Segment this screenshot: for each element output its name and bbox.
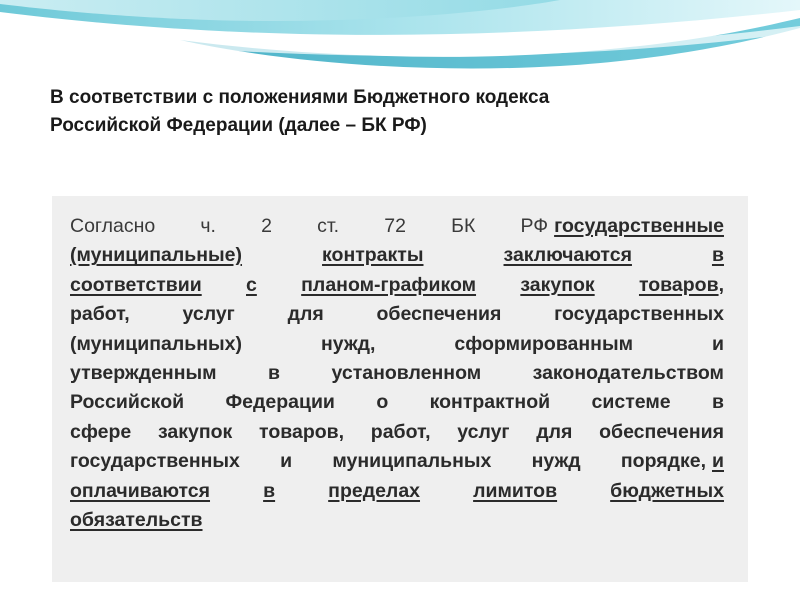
word: Российской: [70, 391, 185, 414]
word: контрактной: [429, 391, 551, 414]
heading-line-1: В соответствии с положениями Бюджетного кодекса: [50, 87, 550, 108]
word: с: [246, 273, 257, 296]
word: установленном: [331, 361, 482, 384]
word: государственных: [554, 303, 724, 326]
word: обеспечения: [599, 420, 724, 443]
paragraph-line-3: [70, 271, 724, 300]
word: в: [268, 361, 281, 384]
slide-heading: [50, 84, 750, 140]
word-emphasis: государственные: [554, 215, 724, 237]
word: бюджетных: [610, 479, 724, 502]
word: Согласно: [70, 215, 156, 237]
word: работ,: [370, 420, 431, 443]
word: планом-графиком: [301, 273, 477, 296]
punctuation: ,: [718, 273, 724, 296]
word: государственных: [70, 450, 240, 473]
word: для: [287, 303, 324, 326]
word: сфере: [70, 420, 132, 443]
paragraph-line-4: [70, 300, 724, 329]
word: системе: [591, 391, 671, 414]
word: лимитов: [473, 479, 558, 502]
word: порядке,: [620, 450, 706, 473]
word: услуг: [182, 303, 235, 326]
paragraph-line-6: [70, 359, 724, 388]
word: 72: [384, 215, 406, 237]
word: соответствии: [70, 273, 202, 296]
word: РФ: [520, 215, 549, 237]
word: Федерации: [225, 391, 335, 414]
word: в: [263, 479, 276, 502]
word: оплачиваются: [70, 479, 211, 502]
word: 2: [261, 215, 272, 237]
word: и: [280, 450, 293, 473]
heading-line-2: Российской Федерации (далее – БК РФ): [50, 115, 427, 136]
word: утвержденным: [70, 361, 217, 384]
word: в: [712, 391, 724, 414]
word-emphasis: обязательств: [70, 508, 203, 531]
header-wave-decoration: [0, 0, 800, 80]
word: для: [536, 420, 573, 443]
paragraph-line-7: [70, 388, 724, 417]
word: сформированным: [454, 332, 634, 355]
word: контракты: [322, 244, 424, 267]
paragraph-line-1: [70, 212, 724, 241]
word: нужд,: [320, 332, 376, 355]
paragraph: [70, 212, 724, 535]
paragraph-line-10: [70, 477, 724, 506]
word: товаров: [638, 273, 719, 296]
word: и: [711, 332, 724, 355]
word: о: [376, 391, 389, 414]
word: пределах: [328, 479, 421, 502]
paragraph-line-2: [70, 241, 724, 270]
paragraph-line-11: [70, 506, 724, 535]
word: муниципальных: [332, 450, 492, 473]
word: нужд: [531, 450, 581, 473]
word: в: [711, 244, 724, 267]
paragraph-line-8: [70, 418, 724, 447]
word: заключаются: [503, 244, 632, 267]
word: закупок: [520, 273, 595, 296]
word: (муниципальные): [70, 244, 243, 267]
word: (муниципальных): [70, 332, 243, 355]
paragraph-line-9: [70, 447, 724, 476]
word: законодательством: [532, 361, 724, 384]
word: ст.: [317, 215, 340, 237]
word: обеспечения: [376, 303, 502, 326]
word: товаров,: [259, 420, 345, 443]
word-emphasis: и: [712, 450, 724, 473]
word: услуг: [457, 420, 510, 443]
word: ч.: [200, 215, 216, 237]
paragraph-line-5: [70, 330, 724, 359]
word: закупок: [157, 420, 233, 443]
word: работ,: [70, 303, 130, 326]
word: БК: [451, 215, 476, 237]
